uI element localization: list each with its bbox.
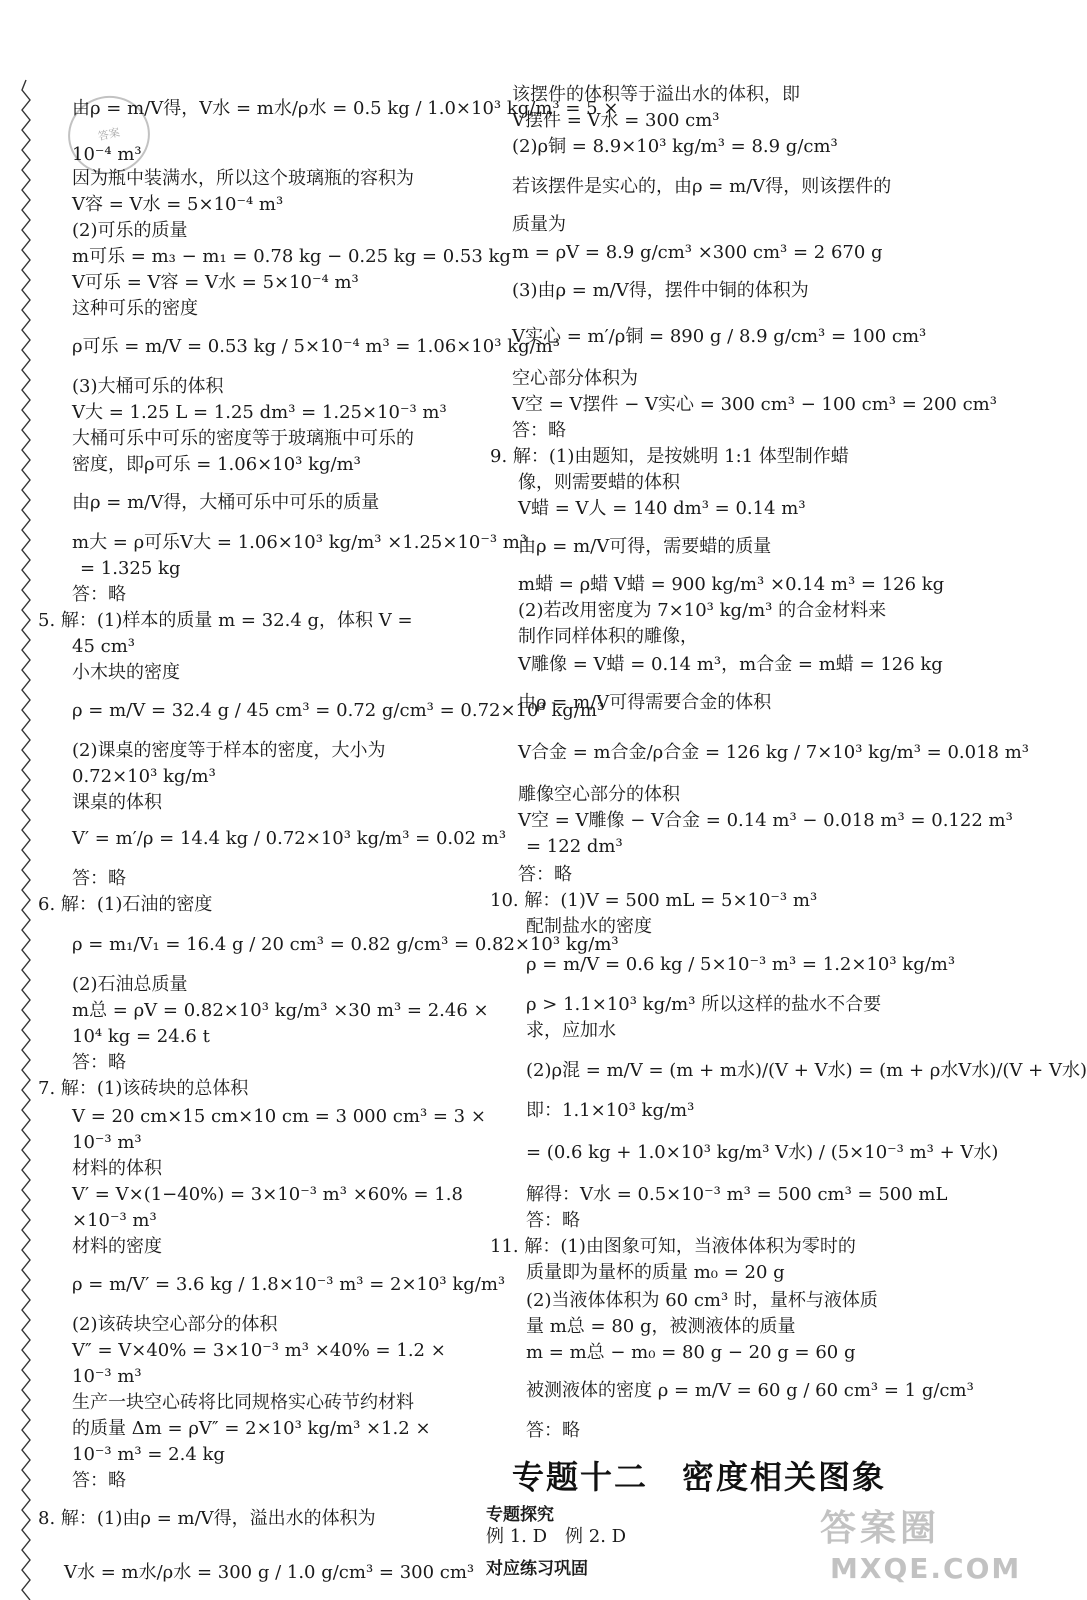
text-line: (2)ρ铜 = 8.9×10³ kg/m³ = 8.9 g/cm³ — [512, 136, 838, 157]
text-line: 质量为 — [512, 214, 566, 235]
text-line: ρ = m₁/V₁ = 16.4 g / 20 cm³ = 0.82 g/cm³ = 0.82×10³ kg/m³ — [72, 934, 619, 955]
text-line: ρ > 1.1×10³ kg/m³ 所以这样的盐水不合要 — [526, 994, 882, 1015]
text-line: V′ = V×(1−40%) = 3×10⁻³ m³ ×60% = 1.8 — [72, 1184, 463, 1205]
text-line: (2)ρ混 = m/V = (m + m水)/(V + V水) = (m + ρ水V水)/(V + V水) — [526, 1060, 1087, 1081]
watermark-logo-text: 答案圈 — [820, 1508, 941, 1549]
text-line: 答：略 — [526, 1210, 580, 1231]
text-line: 该摆件的体积等于溢出水的体积，即 — [512, 84, 800, 105]
text-line: 密度，即ρ可乐 = 1.06×10³ kg/m³ — [72, 454, 361, 475]
text-line: 课桌的体积 — [72, 792, 162, 813]
text-line: 大桶可乐中可乐的密度等于玻璃瓶中可乐的 — [72, 428, 414, 449]
text-line: ×10⁻³ m³ — [72, 1210, 157, 1231]
text-line: m = ρV = 8.9 g/cm³ ×300 cm³ = 2 670 g — [512, 242, 883, 263]
text-line: 答：略 — [518, 864, 572, 885]
text-line: 答：略 — [72, 1470, 126, 1491]
text-line: V容 = V水 = 5×10⁻⁴ m³ — [72, 194, 284, 215]
text-line: 若该摆件是实心的，由ρ = m/V得，则该摆件的 — [512, 176, 892, 197]
text-line: V″ = V×40% = 3×10⁻³ m³ ×40% = 1.2 × — [72, 1340, 446, 1361]
right-column — [490, 0, 1087, 1600]
text-line: 由ρ = m/V可得，需要蜡的质量 — [518, 536, 772, 557]
text-line: V大 = 1.25 L = 1.25 dm³ = 1.25×10⁻³ m³ — [72, 402, 447, 423]
sub-section-title: 专题探究 — [486, 1505, 554, 1525]
text-line: 小木块的密度 — [72, 662, 180, 683]
text-line: 质量即为量杯的质量 m₀ = 20 g — [526, 1262, 785, 1283]
text-line: ρ = m/V = 32.4 g / 45 cm³ = 0.72 g/cm³ = 0.72×10³ kg/m³ — [72, 700, 605, 721]
text-line: 解得：V水 = 0.5×10⁻³ m³ = 500 cm³ = 500 mL — [526, 1184, 948, 1205]
text-line: 0.72×10³ kg/m³ — [72, 766, 216, 787]
text-line: 量 m总 = 80 g，被测液体的质量 — [526, 1316, 796, 1337]
text-line: 7. 解：(1)该砖块的总体积 — [38, 1078, 249, 1099]
answer-stamp: 答案 — [61, 88, 157, 181]
text-line: m大 = ρ可乐V大 = 1.06×10³ kg/m³ ×1.25×10⁻³ m³ — [72, 532, 528, 553]
text-line: (2)课桌的密度等于样本的密度，大小为 — [72, 740, 386, 761]
text-line: 被测液体的密度 ρ = m/V = 60 g / 60 cm³ = 1 g/cm³ — [526, 1380, 974, 1401]
text-line: 空心部分体积为 — [512, 368, 638, 389]
text-line: (2)若改用密度为 7×10³ kg/m³ 的合金材料来 — [518, 600, 887, 621]
text-line: 10. 解：(1)V = 500 mL = 5×10⁻³ m³ — [490, 890, 818, 911]
text-line: (3)由ρ = m/V得，摆件中铜的体积为 — [512, 280, 809, 301]
text-line: (2)当液体体积为 60 cm³ 时，量杯与液体质 — [526, 1290, 878, 1311]
section-heading: 专题十二 密度相关图象 — [512, 1458, 887, 1496]
text-line: (2)该砖块空心部分的体积 — [72, 1314, 278, 1335]
text-line: V摆件 = V水 = 300 cm³ — [512, 110, 720, 131]
text-line: 10⁻³ m³ — [72, 1366, 142, 1387]
text-line: 10⁴ kg = 24.6 t — [72, 1026, 210, 1047]
text-line: 答：略 — [526, 1420, 580, 1441]
text-line: 答：略 — [72, 584, 126, 605]
text-line: 8. 解：(1)由ρ = m/V得，溢出水的体积为 — [38, 1508, 376, 1529]
text-line: V雕像 = V蜡 = 0.14 m³，m合金 = m蜡 = 126 kg — [518, 654, 943, 675]
text-line: V合金 = m合金/ρ合金 = 126 kg / 7×10³ kg/m³ = 0.018 m³ — [518, 742, 1029, 763]
text-line: 答：略 — [72, 1052, 126, 1073]
text-line: ρ = m/V = 0.6 kg / 5×10⁻³ m³ = 1.2×10³ kg/m³ — [526, 954, 956, 975]
text-line: = (0.6 kg + 1.0×10³ kg/m³ V水) / (5×10⁻³ m³ + V水) — [526, 1142, 999, 1163]
text-line: V实心 = m′/ρ铜 = 890 g / 8.9 g/cm³ = 100 cm³ — [512, 326, 927, 347]
text-line: (3)大桶可乐的体积 — [72, 376, 224, 397]
text-line: 材料的体积 — [72, 1158, 162, 1179]
text-line: 11. 解：(1)由图象可知，当液体体积为零时的 — [490, 1236, 856, 1257]
text-line: 求，应加水 — [526, 1020, 616, 1041]
text-line: V可乐 = V容 = V水 = 5×10⁻⁴ m³ — [72, 272, 359, 293]
text-line: 生产一块空心砖将比同规格实心砖节约材料 — [72, 1392, 414, 1413]
watermark-url: MXQE.COM — [830, 1552, 1022, 1585]
text-line: 5. 解：(1)样本的质量 m = 32.4 g，体积 V = — [38, 610, 413, 631]
text-line: 像，则需要蜡的体积 — [518, 472, 680, 493]
text-line: 6. 解：(1)石油的密度 — [38, 894, 213, 915]
text-line: 答：略 — [72, 868, 126, 889]
text-line: 10⁻⁴ m³ — [72, 144, 142, 165]
sub-section-title: 对应练习巩固 — [486, 1559, 588, 1579]
text-line: 因为瓶中装满水，所以这个玻璃瓶的容积为 — [72, 168, 414, 189]
text-line: 材料的密度 — [72, 1236, 162, 1257]
text-line: V空 = V摆件 − V实心 = 300 cm³ − 100 cm³ = 200 cm³ — [512, 394, 997, 415]
text-line: m总 = ρV = 0.82×10³ kg/m³ ×30 m³ = 2.46 × — [72, 1000, 489, 1021]
text-line: 配制盐水的密度 — [526, 916, 652, 937]
text-line: m可乐 = m₃ − m₁ = 0.78 kg − 0.25 kg = 0.53 kg — [72, 246, 511, 267]
text-line: V′ = m′/ρ = 14.4 kg / 0.72×10³ kg/m³ = 0.02 m³ — [72, 828, 507, 849]
page-edge-zigzag — [18, 80, 34, 1600]
text-line: 雕像空心部分的体积 — [518, 784, 680, 805]
text-line: 这种可乐的密度 — [72, 298, 198, 319]
text-line: = 122 dm³ — [526, 836, 623, 857]
text-line: m蜡 = ρ蜡 V蜡 = 900 kg/m³ ×0.14 m³ = 126 kg — [518, 574, 945, 595]
text-line: 由ρ = m/V得，大桶可乐中可乐的质量 — [72, 492, 380, 513]
text-line: (2)可乐的质量 — [72, 220, 188, 241]
text-line: 10⁻³ m³ — [72, 1132, 142, 1153]
text-line: 的质量 Δm = ρV″ = 2×10³ kg/m³ ×1.2 × — [72, 1418, 431, 1439]
text-line: 由ρ = m/V可得需要合金的体积 — [518, 692, 772, 713]
watermark — [820, 1500, 1022, 1600]
text-line: V蜡 = V人 = 140 dm³ = 0.14 m³ — [518, 498, 806, 519]
text-line: = 1.325 kg — [80, 558, 181, 579]
text-line: 由ρ = m/V得，V水 = m水/ρ水 = 0.5 kg / 1.0×10³ kg/m³ = 5 × — [72, 98, 619, 119]
text-line: 即：1.1×10³ kg/m³ — [526, 1100, 695, 1121]
text-line: (2)石油总质量 — [72, 974, 188, 995]
text-line: 10⁻³ m³ = 2.4 kg — [72, 1444, 225, 1465]
text-line: V水 = m水/ρ水 = 300 g / 1.0 g/cm³ = 300 cm³ — [64, 1562, 475, 1583]
text-line: ρ = m/V′ = 3.6 kg / 1.8×10⁻³ m³ = 2×10³ kg/m³ — [72, 1274, 506, 1295]
text-line: 45 cm³ — [72, 636, 135, 657]
text-line: V = 20 cm×15 cm×10 cm = 3 000 cm³ = 3 × — [72, 1106, 486, 1127]
text-line: ρ可乐 = m/V = 0.53 kg / 5×10⁻⁴ m³ = 1.06×10³ kg/m³ — [72, 336, 560, 357]
text-line: 9. 解：(1)由题知，是按姚明 1:1 体型制作蜡 — [490, 446, 849, 467]
text-line: 答：略 — [512, 420, 566, 441]
example-answers: 例 1. D 例 2. D — [486, 1526, 627, 1547]
text-line: V空 = V雕像 − V合金 = 0.14 m³ − 0.018 m³ = 0.122 m³ — [518, 810, 1013, 831]
text-line: m = m总 − m₀ = 80 g − 20 g = 60 g — [526, 1342, 856, 1363]
text-line: 制作同样体积的雕像， — [518, 626, 698, 647]
